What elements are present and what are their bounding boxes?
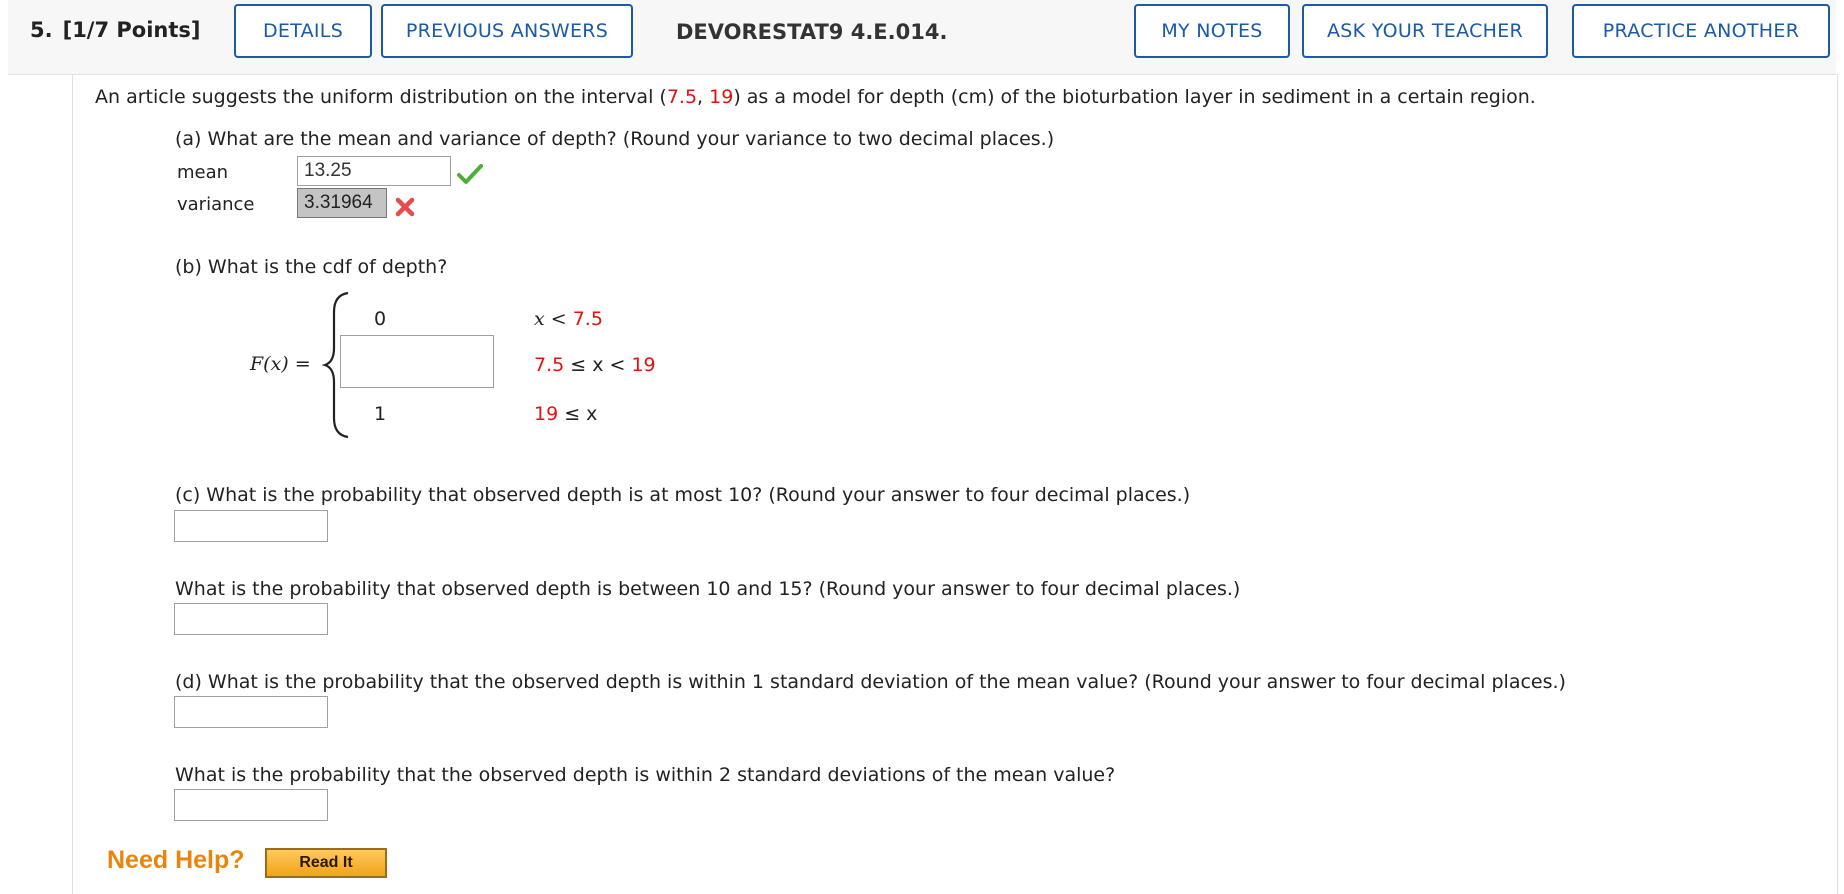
row1-cond-x: x < (534, 308, 573, 330)
cdf-row3-value: 1 (374, 403, 387, 425)
row3-cond-num: 19 (534, 403, 559, 425)
cdf-middle-input[interactable] (340, 335, 494, 388)
need-help-label: Need Help? (107, 846, 245, 874)
correct-check-icon (457, 163, 483, 185)
row2-cond-a: 7.5 (534, 354, 565, 376)
question-header (8, 0, 1836, 75)
my-notes-button[interactable]: MY NOTES (1134, 4, 1290, 58)
cdf-row3-condition (534, 403, 597, 425)
part-d-question-1: (d) What is the probability that the observed depth is within 1 standard deviation of the mean value? (Round your answer to four decimal places.) (175, 671, 1566, 693)
question-number-text: 5. (30, 18, 53, 42)
intro-before: An article suggests the uniform distribution on the interval ( (95, 86, 667, 108)
cdf-fx-text: F(x) = (250, 353, 311, 375)
variance-input[interactable] (297, 188, 387, 218)
row2-cond-b: 19 (631, 354, 656, 376)
cdf-row1-value: 0 (374, 308, 387, 330)
variance-label: variance (177, 194, 255, 215)
part-a-question: (a) What are the mean and variance of depth? (Round your variance to two decimal places.) (175, 128, 1055, 150)
incorrect-x-icon (394, 196, 416, 218)
interval-a: 7.5 (666, 86, 698, 108)
question-code: DEVORESTAT9 4.E.014. (676, 20, 948, 44)
part-b-question: (b) What is the cdf of depth? (175, 256, 448, 278)
interval-b: 19 (709, 86, 734, 108)
points-label: [1/7 Points] (62, 18, 201, 42)
mean-label: mean (177, 162, 229, 183)
previous-answers-button[interactable]: PREVIOUS ANSWERS (381, 4, 633, 58)
question-number (30, 18, 201, 42)
intro-text (95, 86, 1536, 108)
ask-your-teacher-button[interactable]: ASK YOUR TEACHER (1302, 4, 1548, 58)
details-button[interactable]: DETAILS (234, 4, 372, 58)
part-d-question-2: What is the probability that the observed depth is within 2 standard deviations of the mean value? (175, 764, 1116, 786)
intro-comma: , (697, 86, 710, 108)
cdf-row2-condition (534, 354, 656, 376)
part-c-answer-2-input[interactable] (174, 603, 328, 635)
row3-cond-x: ≤ x (558, 403, 598, 425)
part-d-answer-2-input[interactable] (174, 789, 328, 821)
part-c-question-2: What is the probability that observed depth is between 10 and 15? (Round your answer to four decimal places.) (175, 578, 1241, 600)
row2-cond-mid: ≤ x < (564, 354, 632, 376)
part-c-question-1: (c) What is the probability that observed depth is at most 10? (Round your answer to four decimal places.) (175, 484, 1191, 506)
cdf-row1-condition (534, 308, 603, 330)
practice-another-button[interactable]: PRACTICE ANOTHER (1572, 4, 1830, 58)
row1-cond-num: 7.5 (572, 308, 603, 330)
cdf-function-label (250, 353, 311, 375)
mean-input[interactable] (297, 156, 451, 186)
part-d-answer-1-input[interactable] (174, 696, 328, 728)
part-c-answer-1-input[interactable] (174, 510, 328, 542)
read-it-button[interactable]: Read It (265, 848, 387, 878)
intro-after: ) as a model for depth (cm) of the bioturbation layer in sediment in a certain region. (733, 86, 1536, 108)
